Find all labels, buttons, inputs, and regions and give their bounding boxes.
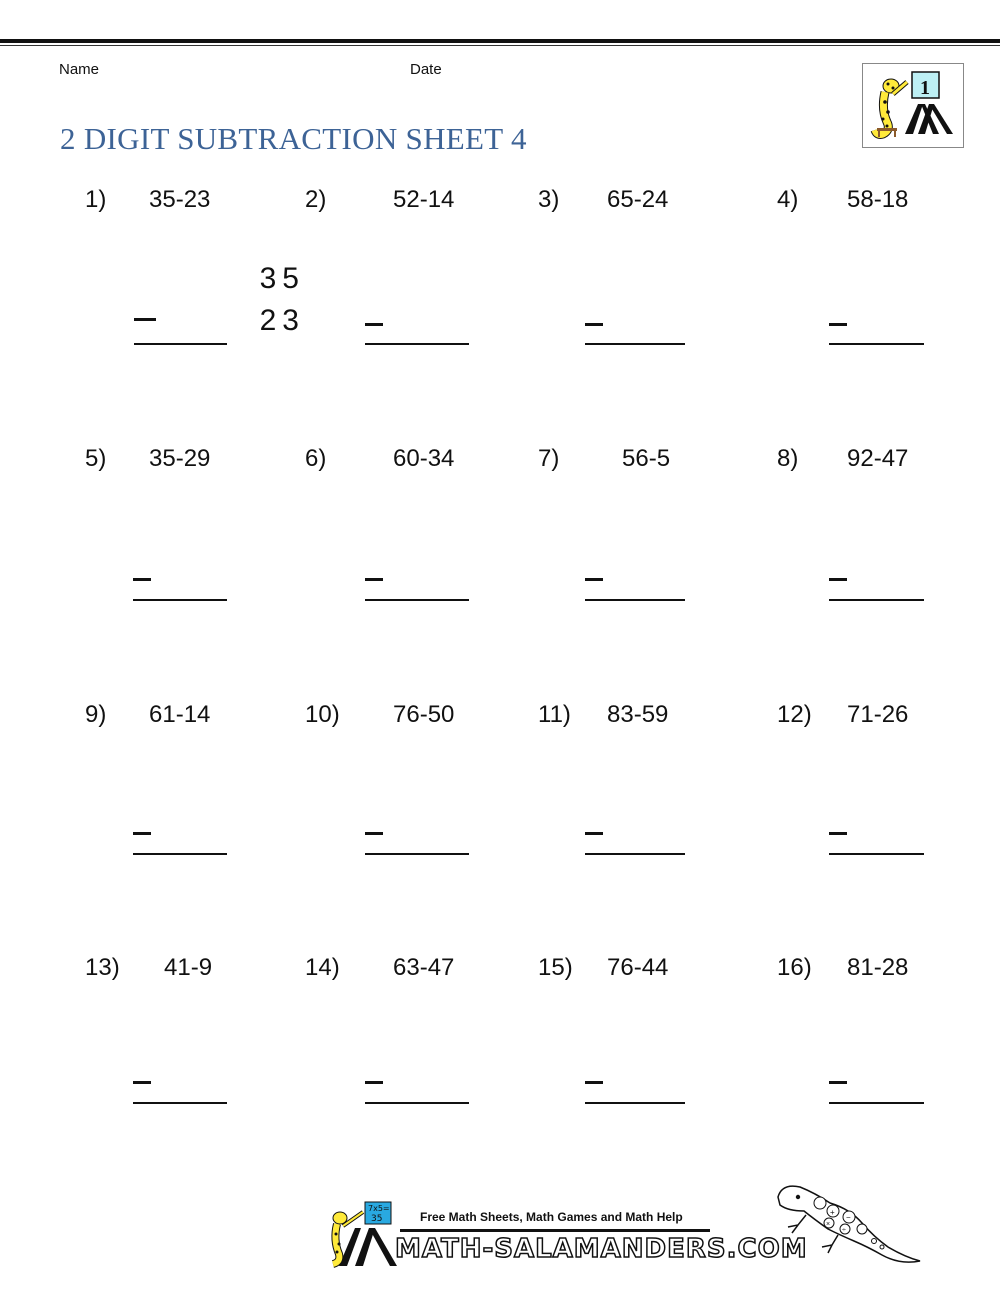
svg-text:×: × — [826, 1221, 831, 1228]
problem-15 — [538, 954, 768, 1194]
problem-expression: 76-50 — [393, 701, 455, 728]
minus-sign-icon — [365, 1081, 383, 1084]
problem-number: 3) — [538, 186, 560, 213]
answer-line[interactable] — [133, 599, 227, 601]
problem-expression: 71-26 — [847, 701, 909, 728]
name-label: Name — [59, 61, 100, 78]
answer-line[interactable] — [829, 853, 924, 855]
problem-expression: 41-9 — [164, 954, 213, 981]
problem-expression: 65-24 — [607, 186, 669, 213]
answer-line[interactable] — [365, 599, 469, 601]
problem-expression: 81-28 — [847, 954, 909, 981]
problem-number: 4) — [777, 186, 799, 213]
problem-9 — [85, 701, 315, 941]
problem-number: 8) — [777, 445, 799, 472]
problem-expression: 63-47 — [393, 954, 455, 981]
problem-number: 14) — [305, 954, 340, 981]
answer-line[interactable] — [365, 1102, 469, 1104]
top-rule-thick — [0, 39, 1000, 43]
problem-6 — [305, 445, 535, 685]
minus-sign-icon — [829, 832, 847, 835]
minus-sign-icon — [829, 578, 847, 581]
problem-5 — [85, 445, 315, 685]
answer-line[interactable] — [133, 1102, 227, 1104]
minus-sign-icon — [365, 832, 383, 835]
answer-line[interactable] — [585, 853, 685, 855]
svg-text:−: − — [846, 1213, 851, 1222]
problem-expression: 35-23 — [149, 186, 211, 213]
date-label: Date — [410, 61, 442, 78]
answer-line[interactable] — [365, 853, 469, 855]
problem-2 — [305, 186, 535, 426]
minus-sign-icon — [585, 832, 603, 835]
problem-number: 15) — [538, 954, 573, 981]
problem-13 — [85, 954, 315, 1194]
problem-expression: 61-14 — [149, 701, 211, 728]
answer-line[interactable] — [585, 599, 685, 601]
minus-sign-icon — [585, 1081, 603, 1084]
problem-10 — [305, 701, 535, 941]
minus-sign-icon — [585, 578, 603, 581]
problem-expression: 58-18 — [847, 186, 909, 213]
footer-brand-logo — [325, 1200, 808, 1270]
problem-expression: 76-44 — [607, 954, 669, 981]
problem-number: 10) — [305, 701, 340, 728]
salamander-easel-logo-icon — [862, 63, 964, 148]
problem-number: 1) — [85, 186, 107, 213]
grade-number: 1 — [920, 77, 930, 99]
problem-8 — [777, 445, 1000, 685]
problem-expression: 35-29 — [149, 445, 211, 472]
site-name: MATH-SALAMANDERS.COM — [395, 1234, 808, 1264]
problem-number: 13) — [85, 954, 120, 981]
problem-7 — [538, 445, 768, 685]
answer-line[interactable] — [585, 1102, 685, 1104]
salamander-with-math-symbols-icon — [770, 1175, 930, 1270]
problem-number: 12) — [777, 701, 812, 728]
svg-text:7x5=: 7x5= — [368, 1204, 390, 1213]
problem-1 — [85, 186, 315, 426]
footer-tagline: Free Math Sheets, Math Games and Math Help — [420, 1210, 683, 1224]
problem-expression: 92-47 — [847, 445, 909, 472]
answer-line[interactable] — [365, 343, 469, 345]
answer-line — [134, 343, 227, 345]
problem-expression: 56-5 — [622, 445, 671, 472]
page-title: 2 DIGIT SUBTRACTION SHEET 4 — [60, 121, 527, 156]
problem-number: 6) — [305, 445, 327, 472]
svg-text:+: + — [830, 1208, 835, 1217]
problem-expression: 83-59 — [607, 701, 669, 728]
problem-number: 2) — [305, 186, 327, 213]
problem-number: 7) — [538, 445, 560, 472]
minus-sign-icon — [133, 578, 151, 581]
answer-line[interactable] — [133, 853, 227, 855]
problem-expression: 60-34 — [393, 445, 455, 472]
footer-divider — [400, 1229, 710, 1232]
problem-number: 11) — [538, 701, 571, 728]
salamander-easel-logo-icon — [325, 1200, 405, 1270]
problem-11 — [538, 701, 768, 941]
problem-16 — [777, 954, 1000, 1194]
problem-12 — [777, 701, 1000, 941]
worked-example-bottom: 23 — [259, 304, 305, 337]
svg-text:35: 35 — [371, 1214, 383, 1224]
problem-number: 5) — [85, 445, 107, 472]
minus-sign-icon — [133, 832, 151, 835]
minus-sign-icon — [585, 323, 603, 326]
worked-example-top: 35 — [259, 262, 305, 295]
svg-text:÷: ÷ — [842, 1227, 846, 1234]
answer-line[interactable] — [829, 343, 924, 345]
problem-number: 9) — [85, 701, 107, 728]
answer-line[interactable] — [829, 1102, 924, 1104]
problem-14 — [305, 954, 535, 1194]
problem-3 — [538, 186, 768, 426]
problem-4 — [777, 186, 1000, 426]
minus-sign-icon — [365, 323, 383, 326]
problem-expression: 52-14 — [393, 186, 455, 213]
minus-sign-icon — [134, 318, 156, 321]
minus-sign-icon — [365, 578, 383, 581]
minus-sign-icon — [829, 1081, 847, 1084]
top-rule-thin — [0, 45, 1000, 46]
answer-line[interactable] — [585, 343, 685, 345]
problem-number: 16) — [777, 954, 812, 981]
minus-sign-icon — [133, 1081, 151, 1084]
minus-sign-icon — [829, 323, 847, 326]
answer-line[interactable] — [829, 599, 924, 601]
